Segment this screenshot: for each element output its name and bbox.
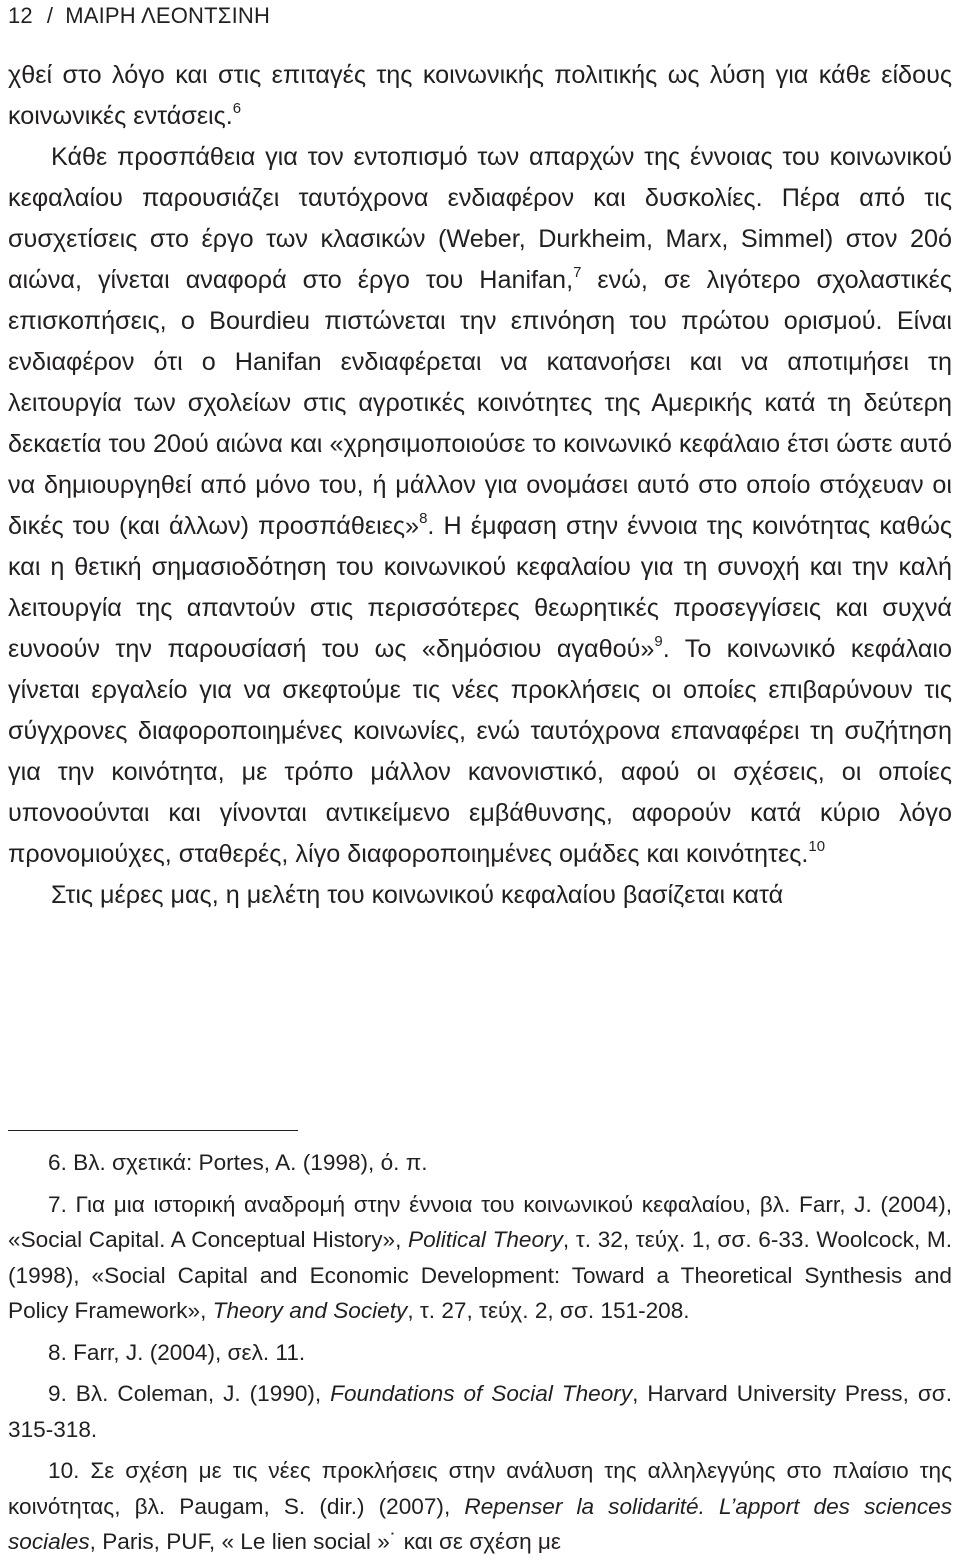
running-header	[8, 2, 270, 30]
paragraph-3: Στις μέρες μας, η μελέτη του κοινωνικού κεφαλαίου βασίζεται κατά	[51, 881, 784, 909]
footnote-9: 9. Βλ. Coleman, J. (1990), Foundations of Social Theory, Harvard University Press, σσ. 315-318.	[8, 1381, 952, 1442]
paragraph-2: Κάθε προσπάθεια για τον εντοπισμό των απαρχών της έννοιας του κοινωνικού κεφαλαίου παρουσιάζει ταυτόχρονα ενδιαφέρον και δυσκολίες. Πέρα από τις συσχετίσεις στο έργο των κλασικών (Weber, Durkheim, Marx, Simmel) στον 20ό αιώνα, γίνεται αναφορά στο έργο του Hanifan,$^7$ ενώ, σε λιγότερο σχολαστικές επισκοπήσεις, ο Bourdieu πιστώνεται την επινόηση του πρώτου ορισμού. Είναι ενδιαφέρον ότι ο Hanifan ενδιαφέρεται να κατανοήσει και να αποτιμήσει τη λειτουργία των σχολείων στις αγροτικές κοινότητες της Αμερικής κατά τη δεύτερη δεκαετία του 20ού αιώνα και «χρησιμοποιούσε το κοινωνικό κεφάλαιο έτσι ώστε αυτό να δημιουργηθεί από μόνο του, ή μάλλον για ονομάσει αυτό στο οποίο στόχευαν οι δικές του (και άλλων) προσπάθειες»$^8$. Η έμφαση στην έννοια της κοινότητας καθώς και η θετική σημασιοδότηση του κοινωνικού κεφαλαίου για τη συνοχή και την καλή λειτουργία της απαντούν στις περισσότερες θεωρητικές προσεγγίσεις και συχνά ευνοούν την παρουσίασή του ως «δημόσιου αγαθού»$^9$. Το κοινωνικό κεφάλαιο γίνεται εργαλείο για να σκεφτούμε τις νέες προκλήσεις οι οποίες επιβαρύνουν τις σύγχρονες διαφοροποιημένες κοινωνίες, ενώ ταυτόχρονα επαναφέρει τη συζήτηση για την κοινότητα, με τρόπο μάλλον κανονιστικό, αφού οι σχέσεις, οι οποίες υπονοούνται και γίνονται αντικείμενο εμβάθυνσης, αφορούν κατά κύριο λόγο προνομιούχες, σταθερές, λίγο διαφοροποιημένες ομάδες και κοινότητες.$^{10}$	[8, 143, 953, 868]
footnote-ref-8: 8	[419, 510, 428, 527]
footnotes	[8, 1145, 952, 1560]
footnote-8: 8. Farr, J. (2004), σελ. 11.	[48, 1339, 306, 1365]
footnote-6: 6. Βλ. σχετικά: Portes, A. (1998), ό. π.	[48, 1150, 428, 1175]
header-author: ΜΑΙΡΗ ΛΕΟΝΤΣΙΝΗ	[65, 3, 271, 28]
footnote-ref-6: 6	[232, 100, 242, 117]
main-text	[8, 55, 952, 916]
footnote-ref-9: 9	[654, 633, 663, 650]
footnote-ref-10: 10	[808, 838, 826, 855]
footnote-10: 10. Σε σχέση με τις νέες προκλήσεις στην ανάλυση της αλληλεγγύης στο πλαίσιο της κοινότητας, βλ. Paugam, S. (dir.) (2007), Repenser la solidarité. L’apport des sciences sociales, Paris, PUF, « Le lien social »˙ και σε σχέση με	[8, 1458, 952, 1554]
footnote-7: 7. Για μια ιστορική αναδρομή στην έννοια του κοινωνικού κεφαλαίου, βλ. Farr, J. (2004), «Social Capital. A Conceptual History», Political Theory, τ. 32, τεύχ. 1, σσ. 6-33. Woolcock, M. (1998), «Social Capital and Economic Development: Toward a Theoretical Synthesis and Policy Framework», Theory and Society, τ. 27, τεύχ. 2, σσ. 151-208.	[8, 1191, 952, 1323]
footnote-rule	[8, 1130, 298, 1131]
paragraph-1: χθεί στο λόγο και στις επιταγές της κοινωνικής πολιτικής ως λύση για κάθε είδους κοινωνικές εντάσεις.$^6$	[8, 61, 952, 130]
footnote-ref-7: 7	[573, 264, 582, 281]
page-number: 12	[8, 3, 33, 28]
header-separator: /	[46, 3, 54, 28]
